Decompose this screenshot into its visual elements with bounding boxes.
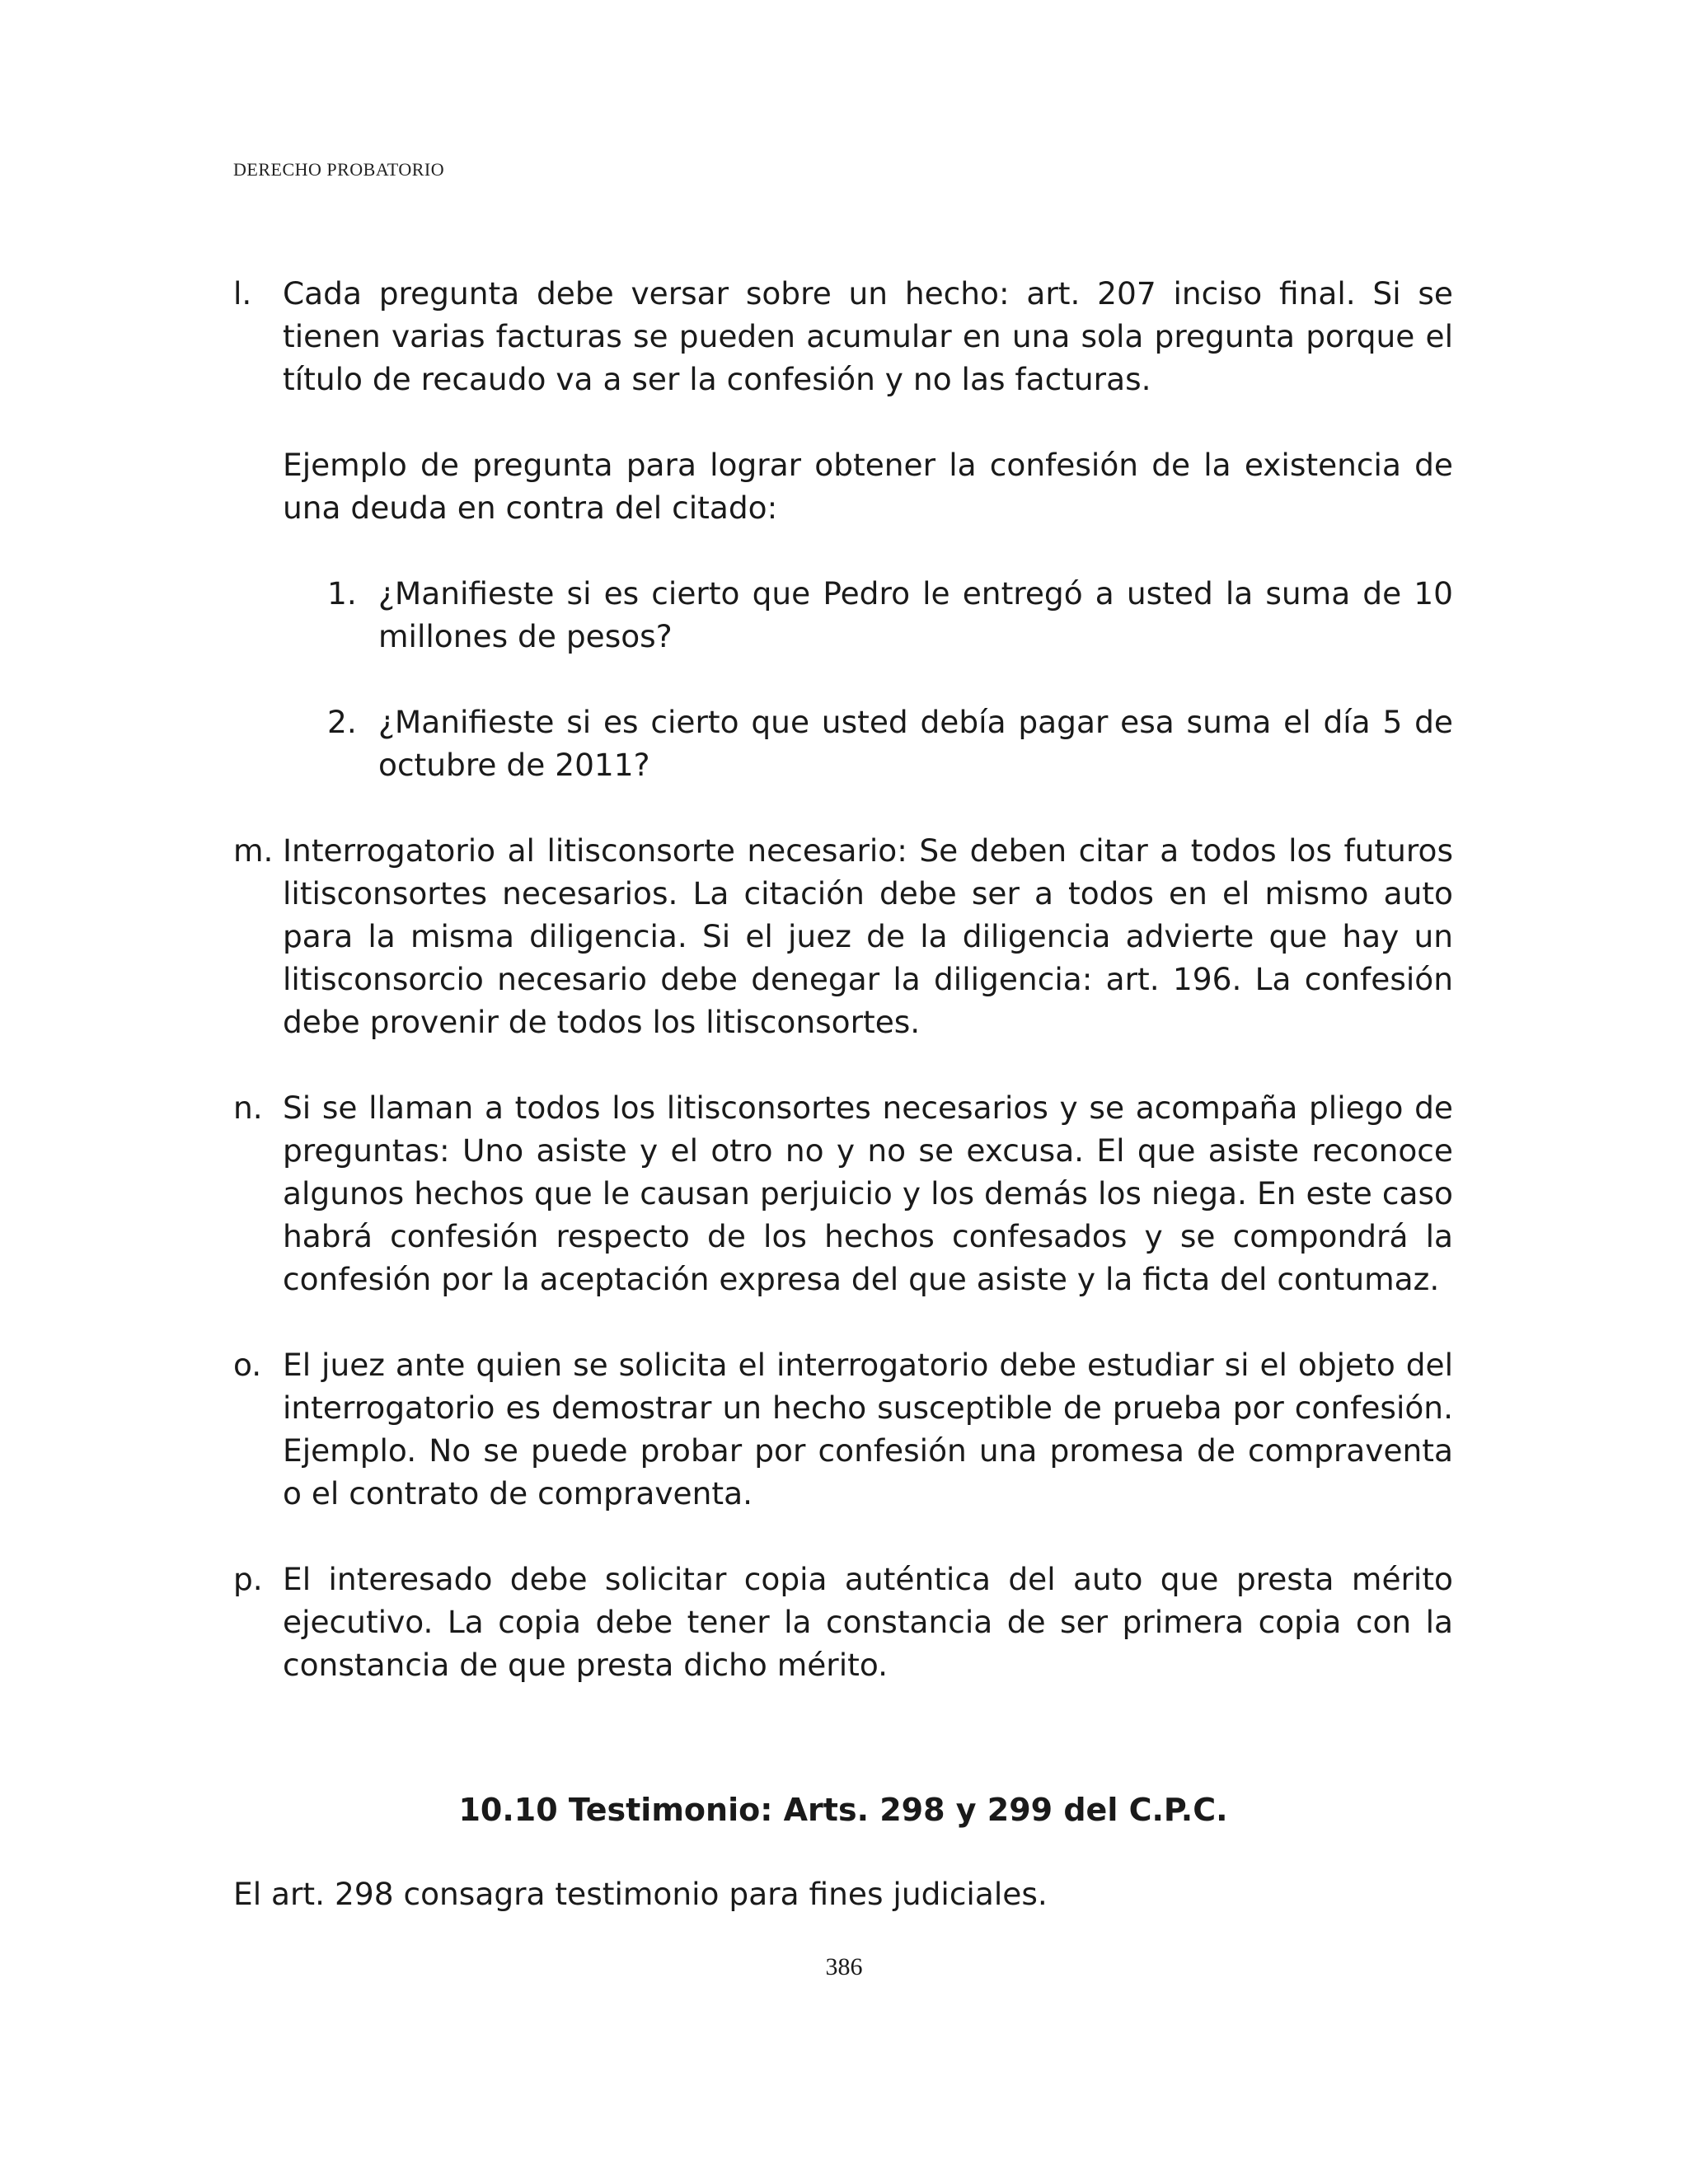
page-number: 386: [825, 1953, 863, 1980]
sublist-number: 1.: [327, 575, 357, 612]
sublist-item: [327, 701, 1453, 786]
list-marker: o.: [233, 1347, 262, 1383]
list-item-text: El interesado debe solicitar copia auténtica del auto que presta mérito ejecutivo. La copia debe tener la constancia de ser primera copia con la constancia de que presta dicho mérito.: [283, 1561, 1453, 1683]
paragraph: Cada pregunta debe versar sobre un hecho: art. 207 inciso final. Si se tienen varias facturas se pueden acumular en una sola pregunta porque el título de recaudo va a ser la confesión y no las facturas.: [283, 275, 1453, 397]
running-head: DERECHO PROBATORIO: [233, 159, 445, 180]
list-marker: m.: [233, 832, 274, 869]
main-body: [233, 272, 1453, 1729]
section-heading: 10.10 Testimonio: Arts. 298 y 299 del C.P.C.: [458, 1792, 1228, 1828]
list-item-text: El juez ante quien se solicita el interrogatorio debe estudiar si el objeto del interrogatorio es demostrar un hecho susceptible de prueba por confesión. Ejemplo. No se puede probar por confesión una promesa de compraventa o el contrato de compraventa.: [283, 1347, 1453, 1511]
list-item-text: Si se llaman a todos los litisconsortes necesarios y se acompaña pliego de preguntas: Uno asiste y el otro no y no se excusa. El que asiste reconoce algunos hechos que le causan perjuicio y los demás los niega. En este caso habrá confesión respecto de los hechos confesados y se compondrá la confesión por la aceptación expresa del que asiste y la ficta del contumaz.: [283, 1090, 1453, 1297]
list-item-l: [233, 272, 1453, 786]
paragraph: Ejemplo de pregunta para lograr obtener la confesión de la existencia de una deuda en contra del citado:: [283, 447, 1453, 526]
sublist-number: 2.: [327, 704, 357, 740]
list-item-n: [233, 1086, 1453, 1301]
list-item-content: [283, 272, 1453, 786]
list-item-p: [233, 1558, 1453, 1686]
sublist-text: ¿Manifieste si es cierto que usted debía pagar esa suma el día 5 de octubre de 2011?: [378, 704, 1453, 783]
list-item-text: Interrogatorio al litisconsorte necesario: Se deben citar a todos los futuros litisconsortes necesarios. La citación debe ser a todos en el mismo auto para la misma diligencia. Si el juez de la diligencia advierte que hay un litisconsorcio necesario debe denegar la diligencia: art. 196. La confesión debe provenir de todos los litisconsortes.: [283, 832, 1453, 1040]
sublist-text: ¿Manifieste si es cierto que Pedro le entregó a usted la suma de 10 millones de pesos?: [378, 575, 1453, 654]
list-marker: n.: [233, 1090, 263, 1126]
list-marker: l.: [233, 275, 252, 312]
closing-paragraph: El art. 298 consagra testimonio para fines judiciales.: [233, 1876, 1048, 1912]
sublist-item: [327, 572, 1453, 658]
numbered-sublist: [283, 572, 1453, 786]
list-marker: p.: [233, 1561, 263, 1597]
list-item-m: [233, 829, 1453, 1043]
list-item-o: [233, 1343, 1453, 1515]
